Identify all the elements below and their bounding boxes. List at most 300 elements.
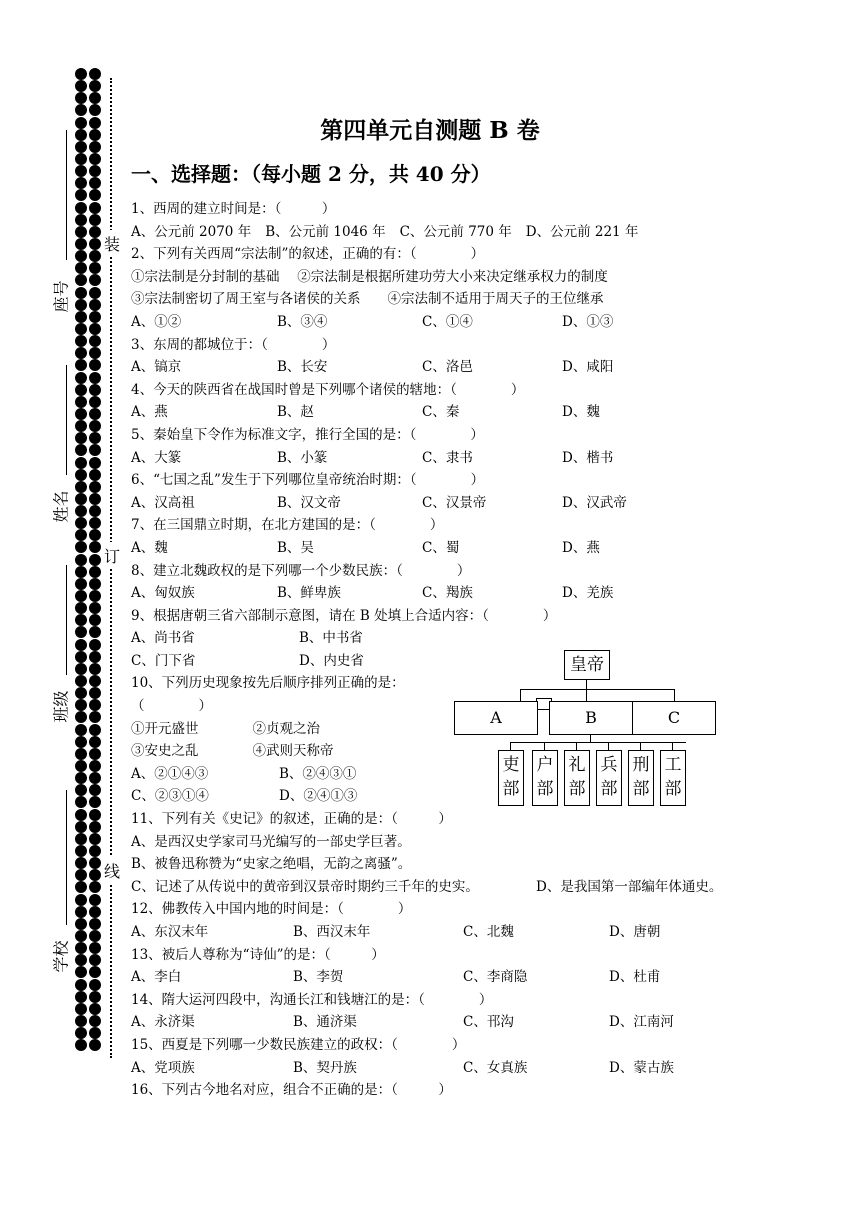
binding-char-ding: 订 [104, 542, 120, 569]
decorative-dot [75, 287, 87, 299]
decorative-dot [75, 214, 87, 226]
decorative-dot [75, 457, 87, 469]
decorative-dot [75, 894, 87, 906]
option: B、李贺 [293, 969, 344, 986]
decorative-dot [75, 1039, 87, 1051]
dot-row [75, 153, 105, 165]
decorative-dot [75, 262, 87, 274]
decorative-dot [89, 857, 101, 869]
department-box-c: C [632, 701, 716, 735]
dot-row [75, 736, 105, 748]
decorative-dot [75, 566, 87, 578]
question-options [131, 1057, 831, 1080]
decorative-dot [89, 966, 101, 978]
decorative-dot [89, 1015, 101, 1027]
question-options [131, 401, 831, 424]
dot-row [75, 772, 105, 784]
dot-row [75, 541, 105, 553]
seat-number-label: 座号 [51, 280, 71, 313]
question-options [131, 221, 831, 244]
decorative-dot [89, 517, 101, 529]
class-line [66, 565, 67, 675]
decorative-dot [75, 857, 87, 869]
question-stem: 2、下列有关西周“宗法制”的叙述，正确的有：（ ） [131, 246, 485, 263]
dot-row [75, 214, 105, 226]
option: D、江南河 [609, 1014, 674, 1031]
dot-row [75, 784, 105, 796]
decorative-dot [75, 347, 87, 359]
decorative-dot [75, 906, 87, 918]
question-statement: ③安史之乱 ④武则天称帝 [131, 743, 334, 760]
ministry-justice: 刑部 [628, 750, 654, 806]
option: C、蜀 [422, 539, 460, 556]
decorative-dot [75, 845, 87, 857]
question-stem: 15、西夏是下列哪一少数民族建立的政权：（ ） [131, 1036, 466, 1053]
dot-row [75, 493, 105, 505]
option: C、羯族 [422, 585, 473, 602]
decorative-dot [89, 626, 101, 638]
decorative-dot [89, 262, 101, 274]
decorative-dot [89, 954, 101, 966]
option: A、魏 [131, 539, 168, 556]
decorative-dot [89, 505, 101, 517]
decorative-dot [89, 845, 101, 857]
option: A、李白 [131, 969, 182, 986]
option: B、公元前 1046 年 [265, 223, 386, 240]
decorative-dot [89, 748, 101, 760]
dot-row [75, 287, 105, 299]
decorative-dot [75, 991, 87, 1003]
option: A、永济渠 [131, 1014, 195, 1031]
decorative-dot [75, 420, 87, 432]
department-box-b: B [549, 701, 633, 735]
dot-row [75, 590, 105, 602]
decorative-dot [89, 942, 101, 954]
decorative-dot [89, 663, 101, 675]
decorative-dot [75, 626, 87, 638]
question-stem-continued: （ ） [131, 698, 212, 715]
decorative-dot [89, 796, 101, 808]
option: D、是我国第一部编年体通史。 [536, 878, 723, 895]
option: A、①② [131, 313, 182, 330]
decorative-dot [89, 165, 101, 177]
decorative-dot [75, 590, 87, 602]
decorative-dot [89, 578, 101, 590]
dot-row [75, 639, 105, 651]
question-options [131, 627, 831, 650]
question-stem: 9、根据唐朝三省六部制示意图，请在 B 处填上合适内容：（ ） [131, 607, 557, 624]
question-stem: 8、建立北魏政权的是下列哪一个少数民族：（ ） [131, 562, 471, 579]
decorative-dot [89, 979, 101, 991]
decorative-dot [89, 784, 101, 796]
decorative-dot [89, 68, 101, 80]
decorative-dot [75, 299, 87, 311]
dot-row [75, 189, 105, 201]
decorative-dot [89, 372, 101, 384]
decorative-dot [75, 444, 87, 456]
decorative-dot [75, 930, 87, 942]
decorative-dot [75, 918, 87, 930]
decorative-dot [75, 724, 87, 736]
question-stem: 1、西周的建立时间是：（ ） [131, 201, 336, 217]
decorative-dot [89, 675, 101, 687]
option: B、吴 [277, 539, 314, 556]
question-options [131, 356, 831, 379]
dot-row [75, 869, 105, 881]
dot-row [75, 954, 105, 966]
decorative-dot [75, 384, 87, 396]
option: C、洛邑 [422, 359, 473, 376]
decorative-dot [75, 311, 87, 323]
decorative-dot [89, 202, 101, 214]
question-stem: 6、“七国之乱”发生于下列哪位皇帝统治时期：（ ） [131, 472, 485, 489]
decorative-dot [89, 311, 101, 323]
dot-row [75, 760, 105, 772]
decorative-dot [89, 469, 101, 481]
decorative-dot [75, 408, 87, 420]
decorative-dot [75, 68, 87, 80]
dot-row [75, 857, 105, 869]
option: B、③④ [277, 313, 328, 330]
option: B、长安 [277, 359, 328, 376]
option: A、公元前 2070 年 [131, 223, 252, 240]
decorative-dot [89, 930, 101, 942]
decorative-dot [89, 226, 101, 238]
option: D、燕 [562, 539, 600, 556]
decorative-dot [75, 541, 87, 553]
binding-char-zhuang: 装 [104, 230, 120, 257]
dot-row [75, 894, 105, 906]
dot-row [75, 651, 105, 663]
question-statement: ①宗法制是分封制的基础 ②宗法制是根据所建功劳大小来决定继承权力的制度 [131, 268, 608, 285]
dot-row [75, 1003, 105, 1015]
dot-row [75, 966, 105, 978]
ministry-works: 工部 [660, 750, 686, 806]
option: C、北魏 [463, 924, 514, 940]
decorative-dot [89, 189, 101, 201]
question-stem: 12、佛教传入中国内地的时间是：（ ） [131, 901, 412, 918]
emperor-box: 皇帝 [564, 650, 610, 680]
option: C、记述了从传说中的黄帝到汉景帝时期约三千年的史实。 [131, 878, 479, 895]
ministry-war: 兵部 [596, 750, 622, 806]
option: D、内史省 [299, 652, 364, 669]
option: B、小篆 [277, 449, 328, 466]
dot-row [75, 347, 105, 359]
decorative-dot [89, 918, 101, 930]
dot-row [75, 918, 105, 930]
decorative-dot [89, 687, 101, 699]
dot-row [75, 396, 105, 408]
decorative-dot [75, 760, 87, 772]
decorative-dot [89, 699, 101, 711]
dot-row [75, 408, 105, 420]
question-options [131, 447, 831, 470]
dot-row [75, 177, 105, 189]
question-stem: 7、在三国鼎立时期，在北方建国的是：（ ） [131, 517, 444, 534]
decorative-dot [89, 869, 101, 881]
dot-row [75, 250, 105, 262]
decorative-dot [89, 711, 101, 723]
department-box-a: A [454, 701, 538, 735]
decorative-dot [75, 335, 87, 347]
dot-row [75, 942, 105, 954]
option: B、鲜卑族 [277, 585, 341, 602]
decorative-dot [75, 809, 87, 821]
dot-row [75, 457, 105, 469]
decorative-dot [75, 202, 87, 214]
question-stem: 13、被后人尊称为“诗仙”的是：（ ） [131, 946, 385, 963]
dot-row [75, 724, 105, 736]
option: D、楷书 [562, 449, 614, 466]
decorative-dot [89, 177, 101, 189]
decorative-dot [75, 687, 87, 699]
decorative-dot [75, 92, 87, 104]
dot-row [75, 323, 105, 335]
dot-row [75, 699, 105, 711]
decorative-dot [75, 153, 87, 165]
ministry-personnel: 吏部 [498, 750, 524, 806]
decorative-dot [89, 529, 101, 541]
decorative-dot [75, 517, 87, 529]
dot-row [75, 821, 105, 833]
option: D、蒙古族 [609, 1059, 674, 1076]
decorative-dot [75, 529, 87, 541]
dot-row [75, 274, 105, 286]
decorative-dot [75, 554, 87, 566]
dot-row [75, 578, 105, 590]
decorative-dot [75, 396, 87, 408]
decorative-dot [75, 675, 87, 687]
question-options [131, 311, 831, 334]
option: A、东汉末年 [131, 924, 209, 940]
decorative-dot [89, 724, 101, 736]
decorative-dot [75, 736, 87, 748]
decorative-dot [75, 772, 87, 784]
decorative-dot [75, 614, 87, 626]
question-options [131, 582, 831, 605]
dot-row [75, 687, 105, 699]
dot-row [75, 796, 105, 808]
option: C、汉景帝 [422, 494, 487, 511]
option: D、公元前 221 年 [525, 223, 639, 240]
decorative-dot [75, 1027, 87, 1039]
decorative-dot [75, 226, 87, 238]
decorative-dot [89, 991, 101, 1003]
dot-row [75, 809, 105, 821]
decorative-dot [75, 869, 87, 881]
question-options [131, 966, 831, 989]
dot-row [75, 165, 105, 177]
option: D、①③ [562, 313, 614, 330]
decorative-dot [89, 92, 101, 104]
decorative-dot [89, 602, 101, 614]
decorative-dot [75, 966, 87, 978]
option: D、②④①③ [279, 788, 358, 805]
option: A、党项族 [131, 1059, 195, 1076]
option: A、镐京 [131, 359, 182, 376]
option: B、契丹族 [293, 1059, 357, 1076]
question-options [131, 921, 831, 944]
option: C、隶书 [422, 449, 473, 466]
decorative-dot [75, 372, 87, 384]
option: C、②③①④ [131, 788, 209, 805]
section-heading: 一、选择题：（每小题 2 分，共 40 分） [131, 162, 491, 186]
option: C、公元前 770 年 [399, 223, 512, 240]
option: A、②①④③ [131, 765, 209, 782]
decorative-dot [89, 384, 101, 396]
decorative-dot [89, 881, 101, 893]
decorative-dot [75, 238, 87, 250]
dot-row [75, 238, 105, 250]
dot-row [75, 80, 105, 92]
option: B、赵 [277, 404, 314, 421]
decorative-dot [89, 287, 101, 299]
option: C、李商隐 [463, 969, 528, 986]
decorative-dot [89, 809, 101, 821]
dot-row [75, 833, 105, 845]
decorative-dot [89, 821, 101, 833]
decorative-dot [75, 748, 87, 760]
option: A、匈奴族 [131, 585, 195, 602]
decorative-dot [89, 894, 101, 906]
decorative-dot [89, 566, 101, 578]
dot-row [75, 1015, 105, 1027]
dot-row [75, 626, 105, 638]
question-statement: ①开元盛世 ②贞观之治 [131, 720, 320, 737]
dot-row [75, 469, 105, 481]
decorative-dot [89, 590, 101, 602]
dot-row [75, 202, 105, 214]
decorative-dot [75, 1003, 87, 1015]
decorative-dot [75, 323, 87, 335]
decorative-dot [89, 80, 101, 92]
dot-row [75, 554, 105, 566]
dot-row [75, 1027, 105, 1039]
decorative-dot [89, 639, 101, 651]
option: D、魏 [562, 404, 600, 421]
dot-row [75, 663, 105, 675]
option: C、门下省 [131, 652, 196, 669]
decorative-dot [89, 541, 101, 553]
decorative-dot [89, 1039, 101, 1051]
class-label: 班级 [51, 690, 71, 723]
option: B、中书省 [299, 630, 363, 647]
dot-row [75, 566, 105, 578]
decorative-dot [75, 505, 87, 517]
decorative-dot [89, 335, 101, 347]
decorative-dot [89, 323, 101, 335]
dot-row [75, 711, 105, 723]
question-stem: 11、下列有关《史记》的叙述，正确的是：（ ） [131, 811, 452, 828]
dot-row [75, 517, 105, 529]
dot-row [75, 384, 105, 396]
decorative-dot [75, 469, 87, 481]
ministry-rites: 礼部 [564, 750, 590, 806]
decorative-dot [89, 481, 101, 493]
decorative-dot [89, 347, 101, 359]
decorative-dot [75, 432, 87, 444]
decorative-dot [75, 821, 87, 833]
question-options [131, 492, 831, 515]
dot-row [75, 444, 105, 456]
decorative-dot [89, 444, 101, 456]
decorative-dot [75, 274, 87, 286]
question-stem: 5、秦始皇下令作为标准文字，推行全国的是：（ ） [131, 426, 484, 443]
option: A、燕 [131, 404, 168, 421]
option: B、通济渠 [293, 1014, 357, 1031]
decorative-dot [75, 578, 87, 590]
seat-number-line [66, 130, 67, 260]
decorative-dot [89, 651, 101, 663]
decorative-dot [89, 760, 101, 772]
decorative-dot [75, 881, 87, 893]
option: A、大篆 [131, 449, 182, 466]
option: B、②④③① [279, 765, 357, 782]
decorative-dot [89, 299, 101, 311]
dot-row [75, 906, 105, 918]
name-line [66, 365, 67, 475]
option: A、汉高祖 [131, 494, 195, 511]
decorative-dot [75, 481, 87, 493]
option: D、唐朝 [609, 924, 661, 940]
decorative-dot [89, 772, 101, 784]
dot-row [75, 335, 105, 347]
dot-row [75, 845, 105, 857]
dot-row [75, 311, 105, 323]
decorative-dot [89, 906, 101, 918]
decorative-dot [75, 651, 87, 663]
three-departments-six-ministries-diagram [450, 650, 720, 810]
dot-row [75, 299, 105, 311]
decorative-dot [75, 711, 87, 723]
decorative-dot [75, 1015, 87, 1027]
name-label: 姓名 [51, 490, 71, 523]
option: C、①④ [422, 313, 473, 330]
decorative-dot [89, 396, 101, 408]
decorative-dot [89, 214, 101, 226]
decorative-dot [89, 736, 101, 748]
dot-row [75, 529, 105, 541]
dot-row [75, 1039, 105, 1051]
option: A、是西汉史学家司马光编写的一部史学巨著。 [131, 833, 411, 850]
decorative-dot [89, 153, 101, 165]
dot-row [75, 881, 105, 893]
dot-row [75, 481, 105, 493]
decorative-dot [75, 80, 87, 92]
decorative-dot [89, 274, 101, 286]
dot-row [75, 505, 105, 517]
decorative-dot [89, 493, 101, 505]
decorative-dot [75, 784, 87, 796]
dot-row [75, 748, 105, 760]
decorative-dot [75, 359, 87, 371]
question-options [131, 1011, 831, 1034]
question-stem: 4、今天的陕西省在战国时曾是下列哪个诸侯的辖地：（ ） [131, 381, 525, 398]
decorative-dot [89, 1003, 101, 1015]
question-stem: 14、隋大运河四段中，沟通长江和钱塘江的是：（ ） [131, 991, 493, 1008]
decorative-dot [75, 954, 87, 966]
dot-row [75, 262, 105, 274]
dot-row [75, 614, 105, 626]
decorative-dot [75, 493, 87, 505]
dot-row [75, 92, 105, 104]
question-options [131, 537, 831, 560]
option: B、西汉末年 [293, 924, 371, 940]
decorative-dot [75, 979, 87, 991]
page-title: 第四单元自测题 B 卷 [320, 117, 540, 144]
option: D、羌族 [562, 585, 614, 602]
dot-row [75, 675, 105, 687]
